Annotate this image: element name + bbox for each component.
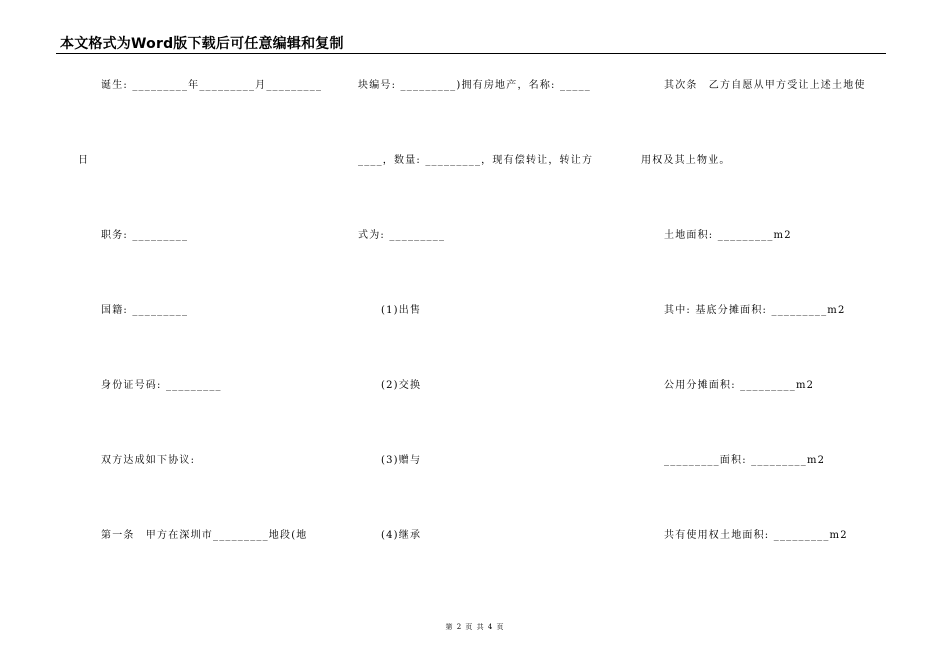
public-share-area-line: 公用分摊面积: _________m2 <box>664 380 815 391</box>
base-share-area-line: 其中: 基底分摊面积: _________m2 <box>664 305 846 316</box>
page-number: 第 2 页 共 4 页 <box>445 623 505 631</box>
option-exchange: (2)交换 <box>381 380 422 391</box>
other-area-line: _________面积: _________m2 <box>664 455 826 466</box>
option-inheritance: (4)继承 <box>381 530 422 541</box>
position-line: 职务: _________ <box>101 230 189 241</box>
header-divider <box>56 53 886 54</box>
id-number-line: 身份证号码: _________ <box>101 380 222 391</box>
land-area-line: 土地面积: _________m2 <box>664 230 792 241</box>
parcel-number-line: 块编号: _________)拥有房地产，名称: _____ <box>358 80 591 91</box>
document-header-title: 本文格式为Word版下载后可任意编辑和复制 <box>60 36 344 52</box>
article-one-start: 第一条 甲方在深圳市_________地段(地 <box>101 530 308 541</box>
option-sale: (1)出售 <box>381 305 422 316</box>
agreement-intro: 双方达成如下协议: <box>101 455 196 466</box>
article-two-continued: 用权及其上物业。 <box>641 155 731 166</box>
nationality-line: 国籍: _________ <box>101 305 189 316</box>
transfer-method-line: 式为: _________ <box>358 230 446 241</box>
shared-use-land-area-line: 共有使用权土地面积: _________m2 <box>664 530 848 541</box>
birth-day-suffix: 日 <box>78 155 90 166</box>
article-two-start: 其次条 乙方自愿从甲方受让上述土地使 <box>664 80 866 91</box>
quantity-transfer-line: ____，数量: _________，现有偿转让，转让方 <box>358 155 594 166</box>
option-gift: (3)赠与 <box>381 455 422 466</box>
birth-date-line: 诞生: _________年_________月_________ <box>101 80 323 91</box>
